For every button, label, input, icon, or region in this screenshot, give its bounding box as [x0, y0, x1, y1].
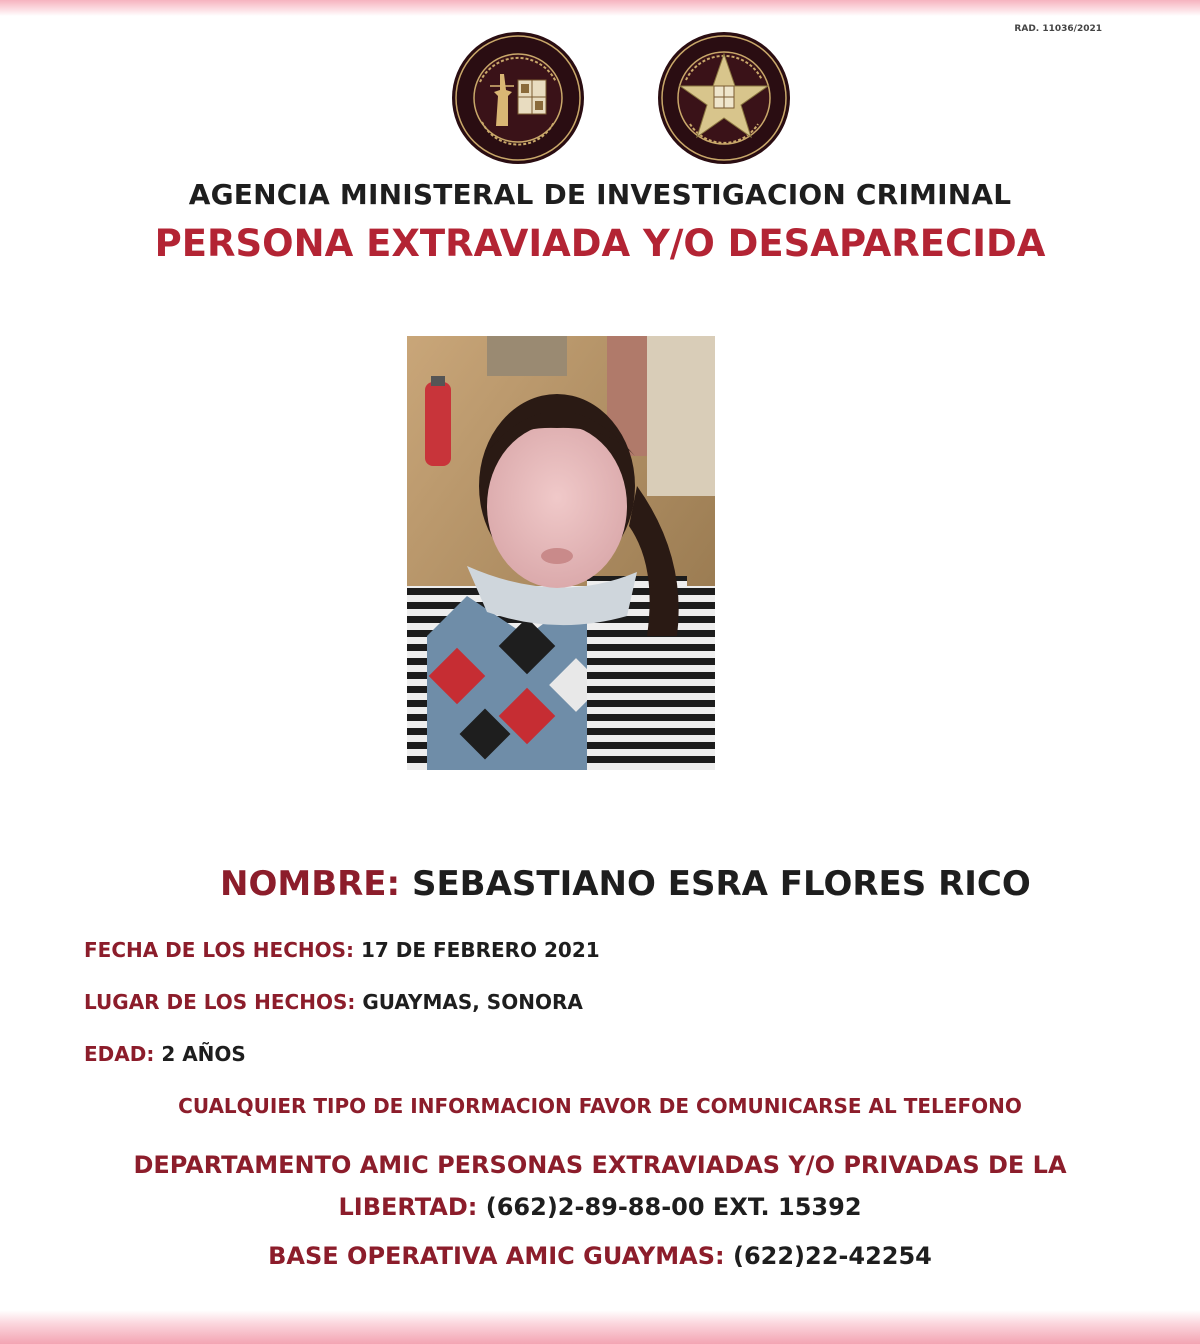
- agency-title: AGENCIA MINISTERAL DE INVESTIGACION CRIMINAL: [188, 178, 1012, 211]
- name-label: NOMBRE:: [220, 864, 401, 904]
- age-label: EDAD:: [84, 1042, 155, 1066]
- age-field: [84, 1042, 246, 1066]
- name-line: [220, 864, 1031, 904]
- base-label: BASE OPERATIVA AMIC GUAYMAS:: [268, 1242, 725, 1270]
- date-value: 17 DE FEBRERO 2021: [361, 938, 600, 962]
- fiscalia-seal-icon: [450, 30, 586, 166]
- date-field: [84, 938, 600, 962]
- department-phone: (662)2-89-88-00 EXT. 15392: [485, 1193, 862, 1221]
- age-value: 2 AÑOS: [161, 1042, 246, 1066]
- place-label: LUGAR DE LOS HECHOS:: [84, 990, 356, 1014]
- contact-note: CUALQUIER TIPO DE INFORMACION FAVOR DE COMUNICARSE AL TELEFONO: [178, 1094, 1022, 1118]
- base-phone: (622)22-42254: [732, 1242, 932, 1270]
- date-label: FECHA DE LOS HECHOS:: [84, 938, 355, 962]
- place-field: [84, 990, 583, 1014]
- top-pink-band: [0, 0, 1200, 16]
- star-badge-seal-icon: [656, 30, 792, 166]
- base-contact: [0, 1242, 1200, 1270]
- department-label: DEPARTAMENTO AMIC PERSONAS EXTRAVIADAS Y/O PRIVADAS DE LA LIBERTAD:: [133, 1151, 1067, 1221]
- place-value: GUAYMAS, SONORA: [362, 990, 583, 1014]
- rad-number: RAD. 11036/2021: [1014, 24, 1102, 34]
- child-photo: [407, 336, 715, 770]
- department-contact: [80, 1144, 1120, 1228]
- name-value: SEBASTIANO ESRA FLORES RICO: [411, 864, 1031, 904]
- bottom-pink-band: [0, 1310, 1200, 1344]
- missing-person-headline: PERSONA EXTRAVIADA Y/O DESAPARECIDA: [154, 222, 1046, 265]
